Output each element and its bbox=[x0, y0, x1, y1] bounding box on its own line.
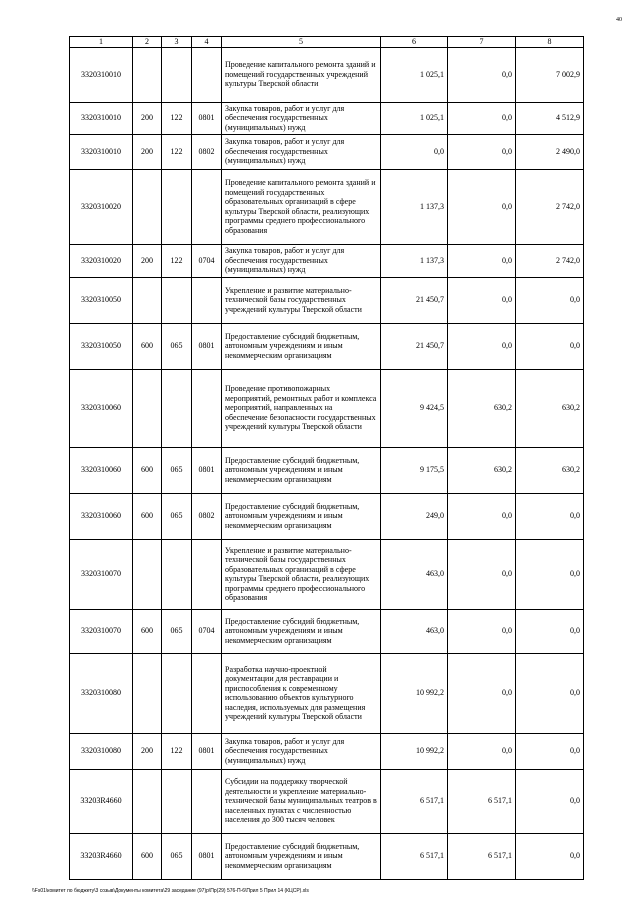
description-cell: Проведение противопожарных мероприятий, ремонтных работ и комплекса мероприятий, направленных на обеспечение безопасности государственных учреждений культуры Тверской области bbox=[222, 369, 381, 447]
table-row bbox=[70, 134, 584, 169]
cell-2: 600 bbox=[133, 609, 162, 653]
cell-4 bbox=[192, 769, 222, 833]
cell-3: 065 bbox=[162, 833, 192, 879]
cell-3: 065 bbox=[162, 447, 192, 493]
cell-4: 0801 bbox=[192, 833, 222, 879]
code-cell: 3320310070 bbox=[70, 539, 133, 609]
cell-3 bbox=[162, 47, 192, 102]
cell-4 bbox=[192, 369, 222, 447]
value-cell-7: 0,0 bbox=[448, 539, 516, 609]
header-cell: 6 bbox=[381, 37, 448, 48]
code-cell: 33203R4660 bbox=[70, 833, 133, 879]
description-cell: Закупка товаров, работ и услуг для обеспечения государственных (муниципальных) нужд bbox=[222, 102, 381, 134]
value-cell-7: 0,0 bbox=[448, 244, 516, 277]
value-cell-7: 0,0 bbox=[448, 102, 516, 134]
cell-3: 122 bbox=[162, 244, 192, 277]
value-cell-7: 0,0 bbox=[448, 134, 516, 169]
cell-2: 200 bbox=[133, 244, 162, 277]
cell-2 bbox=[133, 653, 162, 733]
value-cell-8: 0,0 bbox=[516, 493, 584, 539]
value-cell-8: 0,0 bbox=[516, 609, 584, 653]
cell-3: 065 bbox=[162, 323, 192, 369]
value-cell-7: 0,0 bbox=[448, 277, 516, 323]
header-cell: 4 bbox=[192, 37, 222, 48]
cell-4: 0801 bbox=[192, 447, 222, 493]
cell-2: 200 bbox=[133, 134, 162, 169]
code-cell: 3320310010 bbox=[70, 134, 133, 169]
code-cell: 3320310080 bbox=[70, 733, 133, 769]
value-cell-6: 9 424,5 bbox=[381, 369, 448, 447]
cell-3: 065 bbox=[162, 493, 192, 539]
table-row bbox=[70, 493, 584, 539]
value-cell-6: 463,0 bbox=[381, 609, 448, 653]
cell-3: 065 bbox=[162, 609, 192, 653]
cell-2 bbox=[133, 369, 162, 447]
value-cell-7: 0,0 bbox=[448, 609, 516, 653]
description-cell: Субсидии на поддержку творческой деятельности и укрепление материально-технической базы муниципальных театров в населенных пунктах с численностью населения до 300 тысяч человек bbox=[222, 769, 381, 833]
value-cell-8: 2 490,0 bbox=[516, 134, 584, 169]
value-cell-8: 630,2 bbox=[516, 369, 584, 447]
value-cell-6: 1 137,3 bbox=[381, 244, 448, 277]
value-cell-7: 0,0 bbox=[448, 653, 516, 733]
description-cell: Закупка товаров, работ и услуг для обеспечения государственных (муниципальных) нужд bbox=[222, 134, 381, 169]
value-cell-8: 0,0 bbox=[516, 833, 584, 879]
value-cell-8: 4 512,9 bbox=[516, 102, 584, 134]
description-cell: Предоставление субсидий бюджетным, автономным учреждениям и иным некоммерческим организациям bbox=[222, 609, 381, 653]
description-cell: Предоставление субсидий бюджетным, автономным учреждениям и иным некоммерческим организациям bbox=[222, 323, 381, 369]
table-row bbox=[70, 539, 584, 609]
value-cell-8: 0,0 bbox=[516, 769, 584, 833]
budget-table bbox=[69, 36, 584, 880]
cell-2 bbox=[133, 769, 162, 833]
value-cell-6: 10 992,2 bbox=[381, 733, 448, 769]
value-cell-7: 0,0 bbox=[448, 493, 516, 539]
code-cell: 3320310050 bbox=[70, 277, 133, 323]
value-cell-6: 21 450,7 bbox=[381, 277, 448, 323]
header-cell: 8 bbox=[516, 37, 584, 48]
value-cell-7: 0,0 bbox=[448, 47, 516, 102]
value-cell-6: 6 517,1 bbox=[381, 769, 448, 833]
table-row bbox=[70, 277, 584, 323]
value-cell-8: 0,0 bbox=[516, 539, 584, 609]
table-row bbox=[70, 609, 584, 653]
cell-3: 122 bbox=[162, 733, 192, 769]
code-cell: 3320310020 bbox=[70, 169, 133, 244]
description-cell: Закупка товаров, работ и услуг для обеспечения государственных (муниципальных) нужд bbox=[222, 733, 381, 769]
cell-4 bbox=[192, 539, 222, 609]
value-cell-8: 630,2 bbox=[516, 447, 584, 493]
cell-3 bbox=[162, 369, 192, 447]
cell-2: 600 bbox=[133, 323, 162, 369]
cell-4 bbox=[192, 47, 222, 102]
cell-3 bbox=[162, 769, 192, 833]
description-cell: Проведение капитального ремонта зданий и помещений государственных образовательных организаций в сфере культуры Тверской области, реализующих программы среднего профессионального образования bbox=[222, 169, 381, 244]
table-row bbox=[70, 447, 584, 493]
cell-4: 0801 bbox=[192, 733, 222, 769]
value-cell-6: 9 175,5 bbox=[381, 447, 448, 493]
header-cell: 1 bbox=[70, 37, 133, 48]
code-cell: 3320310010 bbox=[70, 102, 133, 134]
description-cell: Укрепление и развитие материально-технической базы государственных учреждений культуры Тверской области bbox=[222, 277, 381, 323]
value-cell-7: 0,0 bbox=[448, 169, 516, 244]
value-cell-7: 0,0 bbox=[448, 733, 516, 769]
value-cell-6: 10 992,2 bbox=[381, 653, 448, 733]
cell-2: 200 bbox=[133, 733, 162, 769]
cell-4: 0801 bbox=[192, 323, 222, 369]
description-cell: Предоставление субсидий бюджетным, автономным учреждениям и иным некоммерческим организациям bbox=[222, 493, 381, 539]
value-cell-6: 21 450,7 bbox=[381, 323, 448, 369]
description-cell: Проведение капитального ремонта зданий и помещений государственных учреждений культуры Тверской области bbox=[222, 47, 381, 102]
value-cell-7: 6 517,1 bbox=[448, 769, 516, 833]
header-cell: 3 bbox=[162, 37, 192, 48]
code-cell: 3320310070 bbox=[70, 609, 133, 653]
cell-2 bbox=[133, 277, 162, 323]
cell-2 bbox=[133, 539, 162, 609]
value-cell-6: 1 025,1 bbox=[381, 47, 448, 102]
cell-3 bbox=[162, 539, 192, 609]
code-cell: 3320310060 bbox=[70, 369, 133, 447]
value-cell-6: 1 137,3 bbox=[381, 169, 448, 244]
cell-2 bbox=[133, 169, 162, 244]
description-cell: Предоставление субсидий бюджетным, автономным учреждениям и иным некоммерческим организациям bbox=[222, 447, 381, 493]
value-cell-7: 6 517,1 bbox=[448, 833, 516, 879]
cell-4: 0802 bbox=[192, 493, 222, 539]
header-row bbox=[70, 37, 584, 48]
value-cell-6: 463,0 bbox=[381, 539, 448, 609]
description-cell: Разработка научно-проектной документации для реставрации и приспособления к современному использованию объектов культурного наследия, используемых для размещения учреждений культуры Тверской области bbox=[222, 653, 381, 733]
value-cell-7: 630,2 bbox=[448, 369, 516, 447]
code-cell: 3320310050 bbox=[70, 323, 133, 369]
table-row bbox=[70, 733, 584, 769]
cell-3 bbox=[162, 277, 192, 323]
description-cell: Предоставление субсидий бюджетным, автономным учреждениям и иным некоммерческим организациям bbox=[222, 833, 381, 879]
value-cell-8: 0,0 bbox=[516, 277, 584, 323]
table-row bbox=[70, 169, 584, 244]
table-row bbox=[70, 653, 584, 733]
cell-3: 122 bbox=[162, 102, 192, 134]
value-cell-7: 630,2 bbox=[448, 447, 516, 493]
cell-2 bbox=[133, 47, 162, 102]
cell-4: 0704 bbox=[192, 609, 222, 653]
value-cell-8: 2 742,0 bbox=[516, 244, 584, 277]
cell-4: 0801 bbox=[192, 102, 222, 134]
value-cell-6: 6 517,1 bbox=[381, 833, 448, 879]
cell-4 bbox=[192, 277, 222, 323]
code-cell: 3320310060 bbox=[70, 447, 133, 493]
cell-2: 600 bbox=[133, 833, 162, 879]
table-row bbox=[70, 102, 584, 134]
table-row bbox=[70, 323, 584, 369]
cell-2: 600 bbox=[133, 493, 162, 539]
header-cell: 7 bbox=[448, 37, 516, 48]
code-cell: 33203R4660 bbox=[70, 769, 133, 833]
value-cell-8: 0,0 bbox=[516, 653, 584, 733]
cell-2: 200 bbox=[133, 102, 162, 134]
value-cell-6: 249,0 bbox=[381, 493, 448, 539]
cell-4 bbox=[192, 169, 222, 244]
header-cell: 2 bbox=[133, 37, 162, 48]
header-cell: 5 bbox=[222, 37, 381, 48]
cell-2: 600 bbox=[133, 447, 162, 493]
value-cell-6: 0,0 bbox=[381, 134, 448, 169]
cell-4: 0704 bbox=[192, 244, 222, 277]
value-cell-8: 2 742,0 bbox=[516, 169, 584, 244]
table-row bbox=[70, 769, 584, 833]
code-cell: 3320310060 bbox=[70, 493, 133, 539]
table-row bbox=[70, 244, 584, 277]
cell-4: 0802 bbox=[192, 134, 222, 169]
code-cell: 3320310080 bbox=[70, 653, 133, 733]
description-cell: Закупка товаров, работ и услуг для обеспечения государственных (муниципальных) нужд bbox=[222, 244, 381, 277]
table-row bbox=[70, 833, 584, 879]
file-path-footer: \\Fs01\комитет по бюджету\3 созыв\Документы комитета\29 заседание (97)р\Пр(29) 576-П-6\Прил 5 Прил 14 (КЦСР).xls bbox=[32, 888, 309, 894]
cell-4 bbox=[192, 653, 222, 733]
cell-3 bbox=[162, 169, 192, 244]
page-number: 40 bbox=[616, 17, 622, 23]
table-row bbox=[70, 369, 584, 447]
description-cell: Укрепление и развитие материально-технической базы государственных образовательных организаций в сфере культуры Тверской области, реализующих программы среднего профессионального образования bbox=[222, 539, 381, 609]
value-cell-8: 7 002,9 bbox=[516, 47, 584, 102]
cell-3 bbox=[162, 653, 192, 733]
value-cell-8: 0,0 bbox=[516, 323, 584, 369]
code-cell: 3320310010 bbox=[70, 47, 133, 102]
cell-3: 122 bbox=[162, 134, 192, 169]
code-cell: 3320310020 bbox=[70, 244, 133, 277]
value-cell-8: 0,0 bbox=[516, 733, 584, 769]
value-cell-7: 0,0 bbox=[448, 323, 516, 369]
table-row bbox=[70, 47, 584, 102]
value-cell-6: 1 025,1 bbox=[381, 102, 448, 134]
